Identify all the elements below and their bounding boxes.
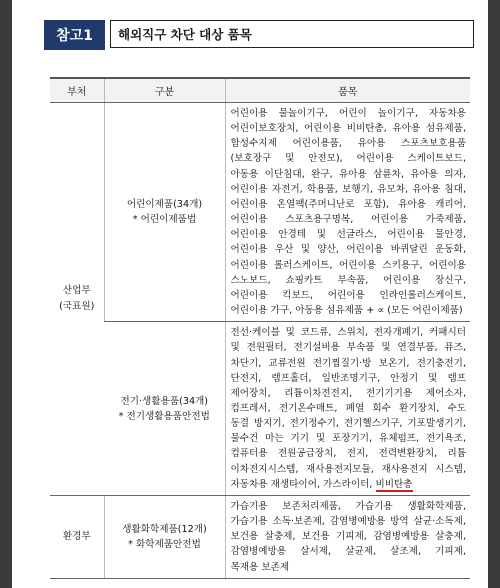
- item-line: 어린이용 킥보드, 어린이용 인라인롤러스케이트,: [230, 289, 466, 301]
- item-line: 어린이용 롤러스케이트, 어린이용 스키용구, 어린이용: [230, 259, 466, 271]
- ministry-cell: [50, 103, 104, 496]
- item-line: (보호장구 및 안전모), 어린이용 스케이트보드,: [230, 153, 466, 165]
- item-line: 어린이용 우산 및 양산, 어린이용 바퀴달린 운동화,: [230, 244, 466, 256]
- document-page: [12, 0, 488, 588]
- category-name: 어린이제품(34개): [126, 199, 203, 211]
- item-line: 합성수지제 어린이용품, 유아용 스포츠보호용품: [230, 138, 466, 150]
- item-line: 제어장치, 리튬이차전전지, 전기기기용 제어소자,: [230, 387, 466, 399]
- item-line: 전선·케이블 및 코드류, 스위치, 전자개폐기, 커패시터: [230, 327, 466, 339]
- items-cell: [225, 103, 470, 322]
- category-cell: [104, 322, 225, 496]
- item-line: 단전지, 램프홀더, 일반조명기구, 안정기 및 램프: [230, 372, 466, 384]
- ministry-agency: (국표원): [59, 300, 95, 312]
- table-row: [50, 322, 470, 496]
- table-row: [50, 103, 470, 322]
- item-line: 컴퓨터용 전원공급장치, 전지, 전력변환장치, 리튬: [230, 448, 466, 460]
- item-line: 이차전지시스템, 재사용전지모듈, 재사용전지 시스템,: [230, 463, 466, 475]
- category-cell: [104, 103, 225, 322]
- ministry-name: 환경부: [62, 530, 91, 542]
- item-line: 가습기용 보존처리제품, 가습기용 생활화학제품,: [230, 500, 466, 512]
- reference-tag: 참고1: [44, 20, 105, 50]
- item-line: 물수건 마는 기기 및 포장기기, 유체펌프, 전기욕조,: [230, 433, 466, 445]
- item-line: 어린이용 자전거, 학용품, 보행기, 유모차, 유아용 침대,: [230, 183, 466, 195]
- item-line: 아동용 이단침대, 완구, 유아용 삼륜차, 유아용 의자,: [230, 168, 466, 180]
- item-line: 차단기, 교류전원 전기찜질기·방 보온기, 전기충전기,: [230, 357, 466, 369]
- item-line: 어린이보호장치, 어린이용 비비탄총, 유아용 섬유제품,: [230, 123, 466, 135]
- table-header-row: [50, 78, 470, 103]
- column-header-ministry: 부처: [50, 78, 104, 103]
- item-line: 컴프레서, 전기온수매트, 폐열 회수 환기장치, 수도: [230, 402, 466, 414]
- category-cell: [104, 495, 225, 578]
- page-title: 해외직구 차단 대상 품목: [110, 20, 474, 48]
- category-law: * 전기생활용품안전법: [118, 410, 210, 422]
- item-line: 어린이용 스포츠용구명복, 어린이용 가죽제품,: [230, 214, 466, 226]
- table-row: [50, 495, 470, 578]
- highlighted-item: 비비탄총: [375, 478, 413, 490]
- item-line: 어린이용 물놀이기구, 어린이 놀이기구, 자동차용: [230, 108, 466, 119]
- category-law: * 어린이제품법: [132, 214, 197, 226]
- item-line: 및 전원필터, 전기설비용 부속품 및 연결부품, 퓨즈,: [230, 342, 466, 354]
- item-line: 가습기용 소독·보존제, 감염병예방용 방역 살균·소독제,: [230, 516, 466, 528]
- items-cell: [225, 322, 470, 496]
- item-line: 감염병예방용 살서제, 살균제, 살조제, 기피제,: [230, 546, 466, 558]
- item-line: 어린이용 가구, 아동용 섬유제품 + ∝ (모든 어린이제품): [230, 305, 463, 317]
- category-law: * 화학제품안전법: [128, 538, 201, 550]
- item-line-text: 자동차용 재생타이어, 가스라이터,: [230, 478, 376, 490]
- column-header-items: 품목: [225, 78, 470, 103]
- item-line: 어린이용 온열팩(주머니난로 포함), 유아용 캐리어,: [230, 198, 466, 210]
- ministry-name: 산업부: [62, 284, 91, 296]
- category-name: 전기·생활용품(34개): [120, 395, 209, 407]
- item-line: 동결 방지기, 전기정수기, 전기헬스기구, 기포발생기기,: [230, 418, 466, 430]
- item-line: 어린이용 안경테 및 선글라스, 어린이용 물안경,: [230, 229, 466, 241]
- category-name: 생활화학제품(12개): [122, 523, 207, 535]
- item-line: 보건용 살충제, 보건용 기피제, 감염병예방용 살충제,: [230, 531, 466, 543]
- item-line: 목재용 보존제: [230, 561, 290, 573]
- item-line-with-highlight: [231, 477, 467, 492]
- blocked-items-table: [50, 77, 470, 579]
- ministry-cell: [50, 495, 104, 578]
- column-header-category: 구분: [104, 78, 225, 103]
- item-line: 스노보드, 쇼핑카트 부속품, 어린이용 장신구,: [230, 274, 466, 286]
- items-cell: [225, 495, 470, 578]
